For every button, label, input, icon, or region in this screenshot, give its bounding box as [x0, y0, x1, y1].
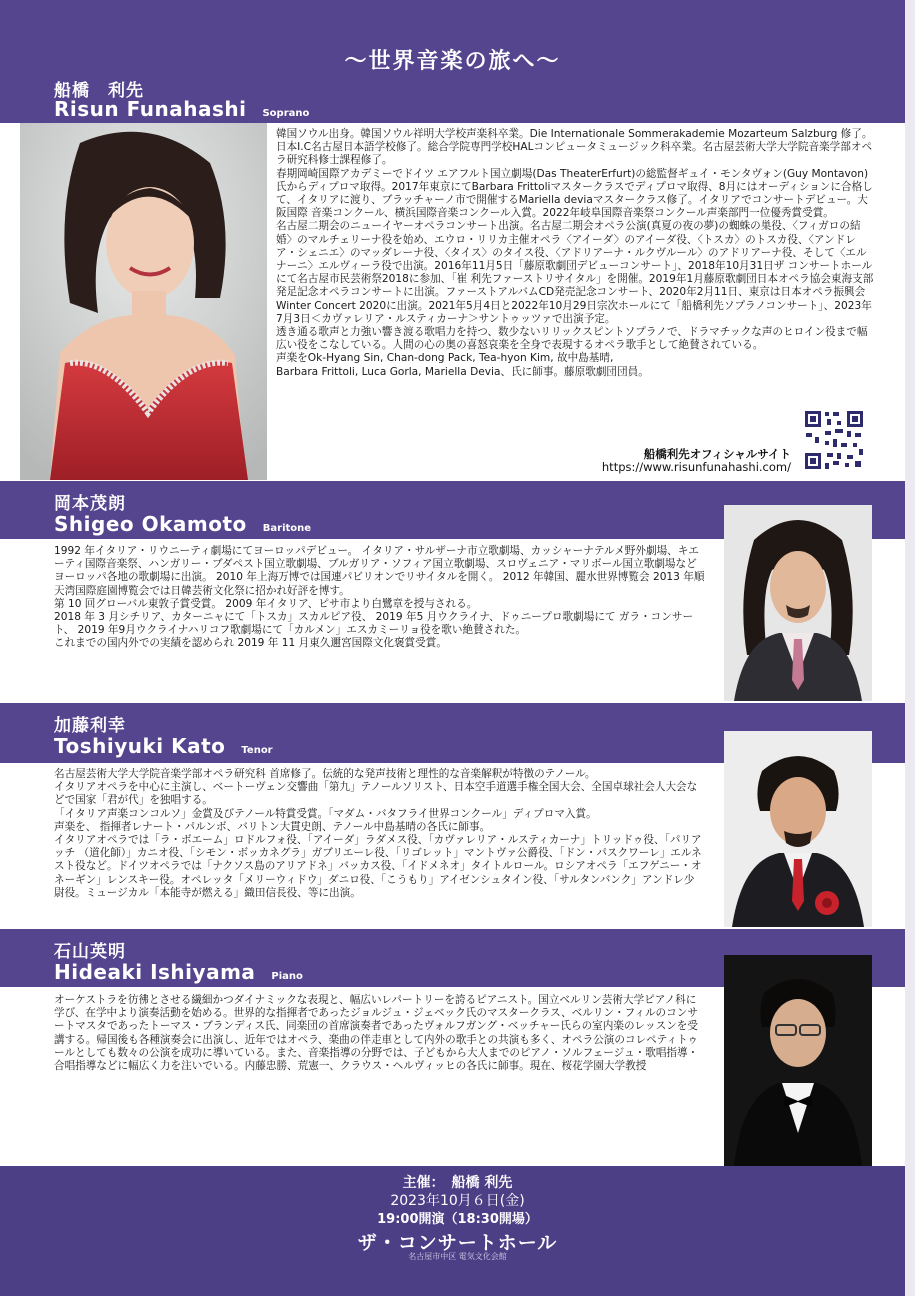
performer-photo [724, 955, 872, 1166]
performer-photo [20, 123, 267, 480]
right-edge-strip [905, 0, 915, 1296]
bio-paragraph: イタリアオペラを中心に主演し、ベートーヴェン交響曲「第九」テノールソリスト、日本空手道選手権全国大会、全国卓球社会人大会などで国家「君が代」を独唱する。 [54, 781, 698, 807]
bio-paragraph: 第 10 回グローバル東敦子賞受賞。 2009 年イタリア、ピサ市より白鷺章を授与される。 [54, 597, 478, 610]
bio-paragraph: 名古屋芸術大学大学院音楽学部オペラ研究科 首席修了。伝統的な発声技術と理性的な音楽解釈が特徴のテノール。 [54, 768, 596, 780]
performer-bio [54, 768, 704, 900]
performer-name-jp: 加藤利幸 [54, 716, 126, 736]
bio-paragraph: 透き通る歌声と力強い響き渡る歌唱力を持つ、数少ないリリックスピントソプラノで、ドラマチックな声のヒロイン役まで幅広い役をこなしている。人間の心の奥の喜怒哀楽を全身で表現するオペラ歌手として絶賛されている。 [276, 326, 868, 352]
performer-name-jp: 岡本茂朗 [54, 494, 126, 514]
performer-photo [724, 731, 872, 927]
bio-paragraph: イタリアオペラでは「ラ・ボエーム」ロドルフォ役、「アイーダ」ラダメス役、「カヴァレリア・ルスティカーナ」トリッドゥ役、「パリアッチ （道化師）」カニオ役、「シモン・ボッカネグラ」ガブリエーレ役、「リゴレット」マントヴァ公爵役、「ドン・パスクワーレ」エルネスト役など。ドイツオペラでは「ナクソス島のアリアドネ」バッカス役、「イドメネオ」タイトルロール。ロシアオペラ「エフゲニー・オネーギン」レンスキー役。オペレッタ「メリーウィドウ」ダニロ役、「こうもり」アイゼンシュタイン役、「サルタンバンク」アンドレ少尉役。ミュージカル「本能寺が燃える」織田信長役、等に出演。 [54, 834, 702, 899]
bio-paragraph: 声楽をOk-Hyang Sin, Chan-dong Pack, Tea-hyon Kim, 故中島基晴, [276, 352, 614, 365]
performer-name-en-text: Risun Funahashi [54, 97, 247, 121]
qr-code-icon[interactable] [803, 409, 865, 471]
performer-name-en [54, 734, 273, 758]
page-title: 〜世界音楽の旅へ〜 [344, 49, 561, 74]
concert-time: 19:00開演（18:30開場） [377, 1212, 538, 1227]
performer-bio [54, 994, 704, 1073]
performer-part: Baritone [262, 523, 312, 534]
venue-logo: ザ・コンサートホール [357, 1232, 558, 1254]
bio-paragraph: 声楽を、 指揮者レナート・パルンボ、バリトン大貫史朗、テノール中島基晴の各氏に師事。 [54, 820, 491, 833]
official-site-label: 船橋利先オフィシャルサイト [643, 447, 791, 461]
performer-name-en-text: Hideaki Ishiyama [54, 960, 256, 984]
organizer-text: 主催： 船橋 利先 [402, 1175, 513, 1191]
performer-bio [54, 545, 706, 651]
performer-name-en [54, 512, 311, 536]
official-site-link[interactable]: https://www.risunfunahashi.com/ [601, 460, 791, 474]
bio-paragraph: 1992 年イタリア・リウニーティ劇場にてヨーロッパデビュー。 イタリア・サルザーナ市立歌劇場、カッシャーナテルメ野外劇場、キエーティ国際音楽祭、ハンガリー・ブダペスト国立歌劇場、ブルガリア・ソフィア国立歌劇場、スロヴェニア・マリボール国立歌劇場などヨーロッパ各地の歌劇場に出演。 2010 年上海万博では国連パビリオンでリサイタルを開く。 2012 年韓国、麗水世界博覧会 2013 年順天湾国際庭園博覧会では日韓芸術文化祭に招かれ好評を博す。 [54, 545, 705, 597]
performer-name-en-text: Toshiyuki Kato [54, 734, 226, 758]
performer-name-en-text: Shigeo Okamoto [54, 512, 247, 536]
performer-name-en [54, 97, 309, 121]
bio-paragraph: 春期岡崎国際アカデミーでドイツ エアフルト国立劇場(Das TheaterErfurt)の総監督ギュイ・モンタヴォン(Guy Montavon)氏からディプロマ取得。2017年東京にてBarbara Frittoliマスタークラスでディプロマ取得、8月にはオーディションに合格して、イタリアに渡り、ブラッチャーノ市で開催するMariella deviaマスタークラス修了。イタリアでコンサートデビュー。大阪国際 音楽コンクール、横浜国際音楽コンクール入賞。2022年岐阜国際音楽祭コンクール声楽部門一位優秀賞受賞。 [276, 167, 873, 220]
bio-paragraph: 名古屋二期会のニューイヤーオペラコンサート出演。名古屋二期会オペラ公演(真夏の夜の夢)の蜘蛛の巣役、〈フィガロの結婚〉のマルチェリーナ役を始め、エウロ・リリカ主催オペラ〈アイーダ〉のアイーダ役、〈トスカ〉のトスカ役、〈アンドレア・シェニエ〉のマッダレーナ役、〈タイス〉のタイス役、〈アドリアーナ・ルクヴルール〉のアドリアーナ役、そして〈エルナーニ〉エルヴィーラ役で出演。2016年11月5日「藤原歌劇団デビューコンサート」、2018年10月31日ザ コンサートホールにて名古屋市民芸術祭2018に参加、「崔 利先ファーストリサイタル」を開催。2019年1月藤原歌劇団日本オペラ協会東海支部発足記念オペラコンサートに出演。ファーストアルバムCD発売記念コンサート、2020年2月11日、東京は日本オペラ振興会Winter Concert 2020に出演。2021年5月4日と2022年10月29日宗次ホールにて「船橋利先ソプラノコンサート」、2023年7月3日＜カヴァレリア・ルスティカーナ＞サントゥッツァで出演予定。 [276, 220, 874, 325]
venue-subtitle: 名古屋市中区 電気文化会館 [408, 1252, 507, 1261]
performer-name-jp: 石山英明 [54, 942, 126, 962]
performer-name-jp: 船橋 利先 [54, 81, 144, 101]
performer-bio [276, 128, 876, 379]
performer-part: Tenor [241, 745, 273, 756]
bio-paragraph: 2018 年 3 月シチリア、カターニャにて「トスカ」スカルピア役、 2019 年5 月ウクライナ、ドゥニープロ歌劇場にて ガラ・コンサート、 2019 年9月ウクライナハリコフ歌劇場にて「カルメン」エスカミーリョ役を歌い絶賛された。 [54, 611, 694, 637]
performer-photo [724, 505, 872, 701]
bio-paragraph: オーケストラを彷彿とさせる繊細かつダイナミックな表現と、幅広いレパートリーを誇るピアニスト。国立ベルリン芸術大学ピアノ科に学び、在学中より演奏活動を始める。世界的な指揮者であったジョルジュ・ジェベック氏のマスタークラス、ベルリン・フィルのコンサートマスタであったトーマス・ブランディス氏、同楽団の首席演奏者であったヴォルフガング・ベッチャー氏らの室内楽のレッスンを受講する。帰国後も各種演奏会に出演し、近年ではオペラ、楽曲の伴走車として内外の歌手との共演も多く、オペラ公演のコレペティトゥールとしても数々の公演を成功に導いている。また、音楽指導の分野では、子どもから大人までのピアノ・ソルフェージュ・歌唱指導・合唱指導などに幅広く力を注いでいる。内藤忠勝、荒憲一、クラウス・ヘルヴィッヒの各氏に師事。現在、桜花学園大学教授 [54, 994, 699, 1073]
bio-paragraph: 韓国ソウル出身。韓国ソウル祥明大学校声楽科卒業。Die Internationale Sommerakademie Mozarteum Salzburg 修了。日本I.C名古屋日本語学校修了。総合学院専門学校HALコンピュータミュージック科卒業。名古屋芸術大学大学院音楽学部オペラ研究科修士課程修了。 [276, 128, 873, 167]
performer-part: Piano [271, 971, 303, 982]
performer-part: Soprano [262, 108, 310, 119]
bio-paragraph: これまでの国内外での実績を認められ 2019 年 11 月東久邇宮国際文化褒賞受賞。 [54, 637, 447, 650]
performer-name-en [54, 960, 303, 984]
concert-date: 2023年10月６日(金) [390, 1193, 525, 1209]
bio-paragraph: Barbara Frittoli, Luca Gorla, Mariella Devia、氏に師事。藤原歌劇団団員。 [276, 365, 649, 378]
bio-paragraph: 「イタリア声楽コンコルソ」金賞及びテノール特賞受賞。「マダム・バタフライ世界コンクール」ディプロマ入賞。 [54, 807, 597, 820]
